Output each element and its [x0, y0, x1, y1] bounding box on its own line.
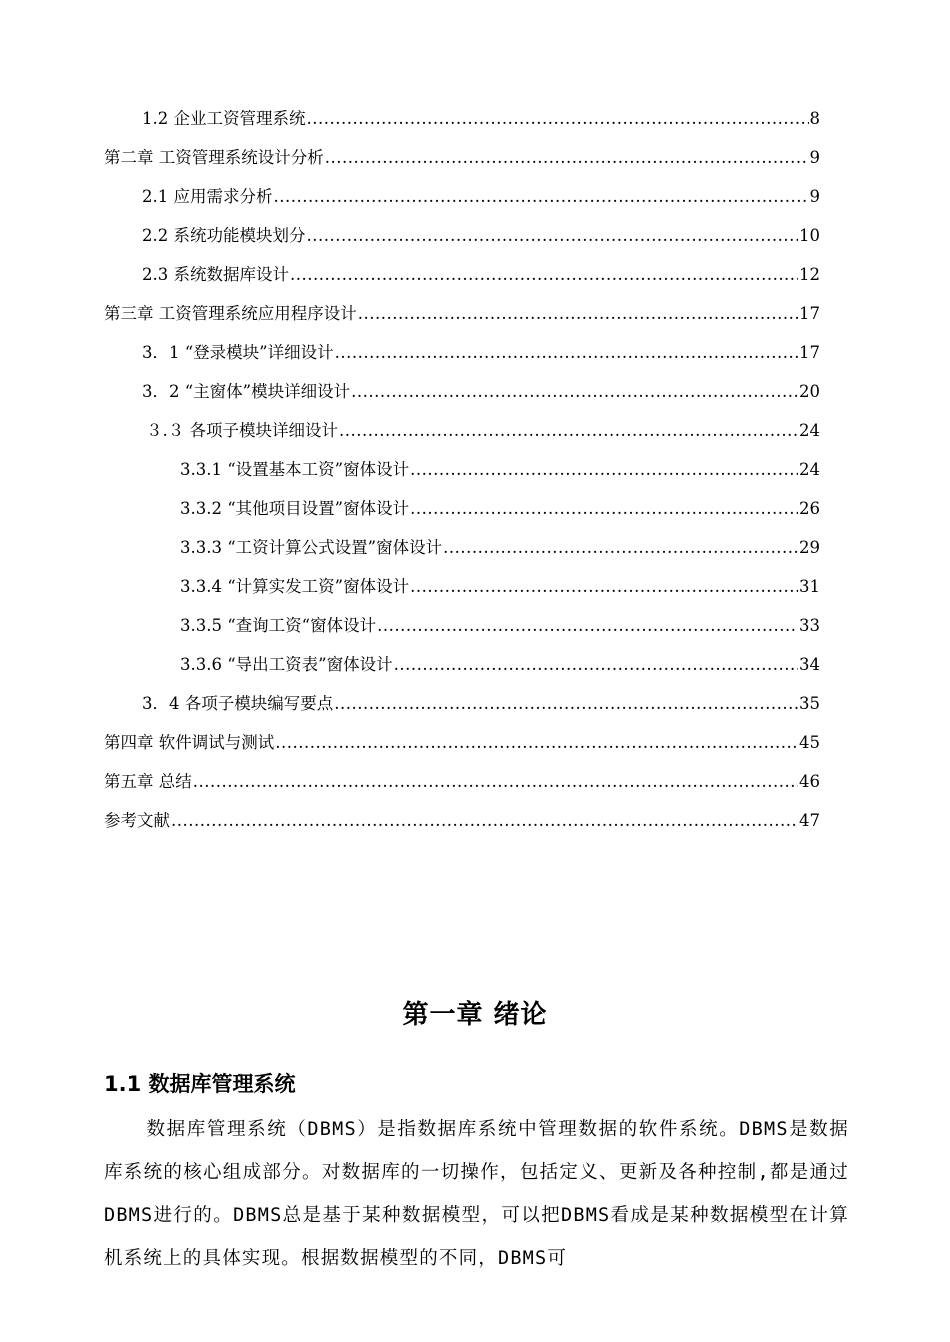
toc-leader-dots	[339, 420, 798, 442]
toc-entry-title: 3.3.5 “查询工资“窗体设计	[180, 616, 377, 635]
toc-leader-dots	[394, 654, 798, 676]
toc-entry-page: 9	[809, 148, 820, 167]
toc-leader-dots	[325, 147, 809, 169]
toc-entry	[142, 225, 820, 247]
toc-entry-title: 3.3.4 “计算实发工资”窗体设计	[180, 577, 410, 596]
toc-leader-dots	[377, 615, 798, 637]
toc-entry-page: 17	[799, 343, 820, 362]
toc-entry-page: 29	[799, 538, 820, 557]
toc-entry	[104, 303, 820, 325]
toc-leader-dots	[307, 225, 799, 247]
toc-entry	[180, 654, 820, 676]
toc-leader-dots	[275, 732, 798, 754]
toc-entry	[142, 264, 820, 286]
toc-entry-title: 1.2 企业工资管理系统	[142, 109, 306, 128]
toc-entry	[180, 537, 820, 559]
toc-entry-page: 9	[809, 187, 820, 206]
toc-entry-title: 3．4 各项子模块编写要点	[142, 694, 334, 713]
toc-entry	[146, 420, 820, 442]
toc-entry	[104, 147, 820, 169]
toc-entry-title: 3.3.6 “导出工资表”窗体设计	[180, 655, 393, 674]
toc-leader-dots	[171, 810, 798, 832]
toc-entry	[104, 810, 820, 832]
toc-entry	[142, 108, 820, 130]
chapter-title: 第一章 绪论	[402, 1000, 548, 1030]
toc-entry-page: 35	[799, 694, 820, 713]
toc-entry-title: 第四章 软件调试与测试	[104, 733, 275, 752]
toc-entry	[104, 771, 820, 793]
toc-leader-dots	[335, 342, 798, 364]
toc-leader-dots	[307, 108, 809, 130]
toc-leader-dots	[351, 381, 798, 403]
body-paragraph: 数据库管理系统（DBMS）是指数据库系统中管理数据的软件系统。DBMS是数据库系统的核心组成部分。对数据库的一切操作，包括定义、更新及各种控制,都是通过DBMS进行的。DBMS总是基于某种数据模型，可以把DBMS看成是某种数据模型在计算机系统上的具体实现。根据数据模型的不同，DBMS可	[104, 1119, 849, 1269]
toc-entry-title: 第五章 总结	[104, 772, 192, 791]
toc-leader-dots	[443, 537, 798, 559]
toc-entry-title: 3．2 “主窗体”模块详细设计	[142, 382, 351, 401]
toc-entry	[104, 732, 820, 754]
toc-entry-page: 12	[799, 265, 820, 284]
toc-entry-title: 3.3.3 “工资计算公式设置”窗体设计	[180, 538, 443, 557]
toc-entry-page: 45	[799, 733, 820, 752]
toc-entry-page: 26	[799, 499, 820, 518]
toc-entry	[142, 342, 820, 364]
toc-entry-title: 第三章 工资管理系统应用程序设计	[104, 304, 357, 323]
toc-entry	[180, 498, 820, 520]
toc-entry-page: 8	[809, 109, 820, 128]
section-heading: 1.1 数据库管理系统	[104, 1072, 296, 1096]
toc-entry	[180, 459, 820, 481]
toc-entry	[180, 615, 820, 637]
toc-entry	[142, 693, 820, 715]
toc-entry-title: 2.3 系统数据库设计	[142, 265, 289, 284]
toc-entry-title: 2.1 应用需求分析	[142, 187, 273, 206]
toc-entry-page: 20	[799, 382, 820, 401]
toc-entry-page: 46	[799, 772, 820, 791]
toc-entry-page: 31	[799, 577, 820, 596]
toc-entry	[180, 576, 820, 598]
toc-entry-title: ３.３ 各项子模块详细设计	[146, 421, 338, 440]
toc-entry-title: 第二章 工资管理系统设计分析	[104, 148, 324, 167]
toc-leader-dots	[410, 576, 798, 598]
toc-entry-title: 3.3.1 “设置基本工资”窗体设计	[180, 460, 410, 479]
toc-leader-dots	[358, 303, 798, 325]
toc-entry-title: 参考文献	[104, 811, 170, 830]
toc-leader-dots	[410, 498, 798, 520]
toc-entry-page: 24	[799, 460, 820, 479]
toc-entry-title: 3．1 “登录模块”详细设计	[142, 343, 334, 362]
toc-leader-dots	[193, 771, 798, 793]
toc-entry	[142, 381, 820, 403]
toc-leader-dots	[274, 186, 809, 208]
toc-entry-page: 10	[799, 226, 820, 245]
toc-entry-page: 33	[799, 616, 820, 635]
toc-leader-dots	[290, 264, 798, 286]
toc-entry-page: 24	[799, 421, 820, 440]
toc-entry-title: 2.2 系统功能模块划分	[142, 226, 306, 245]
toc-entry-title: 3.3.2 “其他项目设置”窗体设计	[180, 499, 410, 518]
toc-leader-dots	[334, 693, 798, 715]
toc-entry-page: 47	[799, 811, 820, 830]
toc-entry-page: 17	[799, 304, 820, 323]
toc-entry-page: 34	[799, 655, 820, 674]
toc-entry	[142, 186, 820, 208]
toc-leader-dots	[410, 459, 798, 481]
